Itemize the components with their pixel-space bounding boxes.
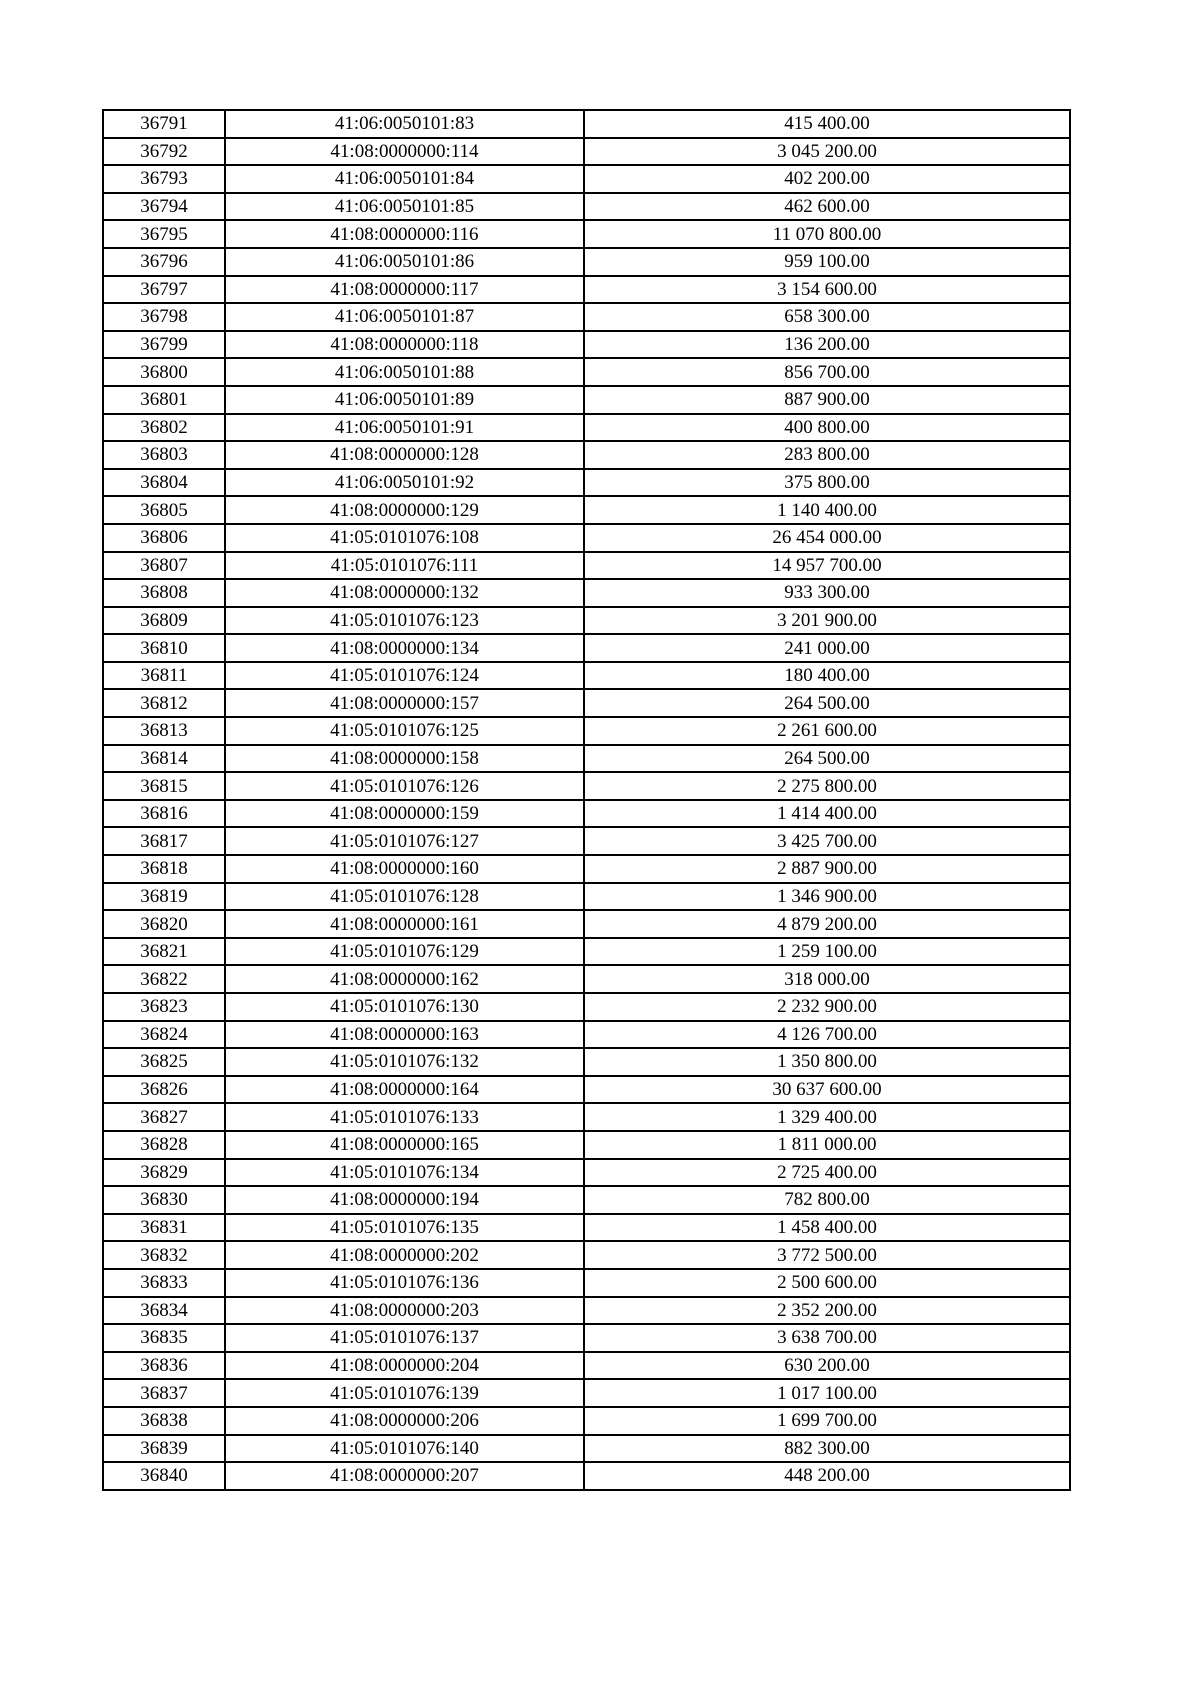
table-row: [103, 138, 1070, 166]
cadastral-number-cell: 41:06:0050101:88: [225, 358, 584, 386]
cadastral-value-cell: 264 500.00: [584, 745, 1070, 773]
table-row: [103, 220, 1070, 248]
table-row: [103, 276, 1070, 304]
row-number-cell: 36819: [103, 883, 225, 911]
table-row: [103, 1379, 1070, 1407]
cadastral-value-cell: 402 200.00: [584, 165, 1070, 193]
cadastral-number-cell: 41:05:0101076:127: [225, 827, 584, 855]
row-number-cell: 36833: [103, 1269, 225, 1297]
table-row: [103, 1103, 1070, 1131]
table-row: [103, 165, 1070, 193]
cadastral-value-cell: 241 000.00: [584, 634, 1070, 662]
row-number-cell: 36826: [103, 1076, 225, 1104]
cadastral-number-cell: 41:05:0101076:133: [225, 1103, 584, 1131]
cadastral-value-cell: 782 800.00: [584, 1186, 1070, 1214]
cadastral-value-cell: 1 017 100.00: [584, 1379, 1070, 1407]
table-row: [103, 110, 1070, 138]
cadastral-value-cell: 1 329 400.00: [584, 1103, 1070, 1131]
cadastral-value-cell: 1 350 800.00: [584, 1048, 1070, 1076]
cadastral-number-cell: 41:08:0000000:207: [225, 1462, 584, 1490]
table-row: [103, 1186, 1070, 1214]
table-row: [103, 965, 1070, 993]
cadastral-number-cell: 41:05:0101076:140: [225, 1435, 584, 1463]
row-number-cell: 36810: [103, 634, 225, 662]
cadastral-number-cell: 41:08:0000000:117: [225, 276, 584, 304]
cadastral-number-cell: 41:05:0101076:123: [225, 607, 584, 635]
table-row: [103, 827, 1070, 855]
cadastral-value-cell: 264 500.00: [584, 689, 1070, 717]
row-number-cell: 36818: [103, 855, 225, 883]
table-body: [103, 110, 1070, 1490]
cadastral-value-cell: 3 772 500.00: [584, 1241, 1070, 1269]
cadastral-number-cell: 41:05:0101076:128: [225, 883, 584, 911]
table-row: [103, 1324, 1070, 1352]
cadastral-value-cell: 2 232 900.00: [584, 993, 1070, 1021]
cadastral-value-cell: 1 259 100.00: [584, 938, 1070, 966]
row-number-cell: 36802: [103, 414, 225, 442]
cadastral-number-cell: 41:08:0000000:162: [225, 965, 584, 993]
cadastral-value-cell: 1 811 000.00: [584, 1131, 1070, 1159]
cadastral-number-cell: 41:08:0000000:132: [225, 579, 584, 607]
cadastral-number-cell: 41:06:0050101:84: [225, 165, 584, 193]
table-row: [103, 441, 1070, 469]
cadastral-number-cell: 41:08:0000000:128: [225, 441, 584, 469]
row-number-cell: 36798: [103, 303, 225, 331]
cadastral-value-cell: 11 070 800.00: [584, 220, 1070, 248]
cadastral-value-cell: 318 000.00: [584, 965, 1070, 993]
cadastral-number-cell: 41:08:0000000:194: [225, 1186, 584, 1214]
row-number-cell: 36804: [103, 469, 225, 497]
table-row: [103, 745, 1070, 773]
row-number-cell: 36815: [103, 772, 225, 800]
row-number-cell: 36816: [103, 800, 225, 828]
cadastral-value-cell: 882 300.00: [584, 1435, 1070, 1463]
table-row: [103, 1021, 1070, 1049]
table-row: [103, 579, 1070, 607]
cadastral-value-cell: 30 637 600.00: [584, 1076, 1070, 1104]
table-row: [103, 1462, 1070, 1490]
cadastral-number-cell: 41:08:0000000:202: [225, 1241, 584, 1269]
cadastral-value-cell: 2 261 600.00: [584, 717, 1070, 745]
row-number-cell: 36827: [103, 1103, 225, 1131]
table-row: [103, 1269, 1070, 1297]
table-row: [103, 1241, 1070, 1269]
cadastral-value-cell: 1 414 400.00: [584, 800, 1070, 828]
cadastral-number-cell: 41:05:0101076:108: [225, 524, 584, 552]
row-number-cell: 36796: [103, 248, 225, 276]
table-row: [103, 1435, 1070, 1463]
cadastral-value-cell: 2 275 800.00: [584, 772, 1070, 800]
cadastral-number-cell: 41:05:0101076:125: [225, 717, 584, 745]
row-number-cell: 36809: [103, 607, 225, 635]
row-number-cell: 36839: [103, 1435, 225, 1463]
cadastral-number-cell: 41:06:0050101:83: [225, 110, 584, 138]
cadastral-value-cell: 856 700.00: [584, 358, 1070, 386]
table-row: [103, 855, 1070, 883]
table-row: [103, 689, 1070, 717]
cadastral-value-cell: 180 400.00: [584, 662, 1070, 690]
cadastral-value-cell: 400 800.00: [584, 414, 1070, 442]
row-number-cell: 36801: [103, 386, 225, 414]
cadastral-number-cell: 41:05:0101076:111: [225, 552, 584, 580]
cadastral-number-cell: 41:08:0000000:114: [225, 138, 584, 166]
cadastral-number-cell: 41:06:0050101:89: [225, 386, 584, 414]
row-number-cell: 36794: [103, 193, 225, 221]
table-row: [103, 883, 1070, 911]
row-number-cell: 36823: [103, 993, 225, 1021]
cadastral-value-cell: 3 638 700.00: [584, 1324, 1070, 1352]
cadastral-value-cell: 14 957 700.00: [584, 552, 1070, 580]
cadastral-number-cell: 41:08:0000000:118: [225, 331, 584, 359]
cadastral-value-cell: 933 300.00: [584, 579, 1070, 607]
row-number-cell: 36832: [103, 1241, 225, 1269]
row-number-cell: 36791: [103, 110, 225, 138]
table-row: [103, 634, 1070, 662]
cadastral-number-cell: 41:08:0000000:165: [225, 1131, 584, 1159]
table-row: [103, 607, 1070, 635]
row-number-cell: 36822: [103, 965, 225, 993]
cadastral-value-cell: 2 887 900.00: [584, 855, 1070, 883]
cadastral-value-cell: 2 500 600.00: [584, 1269, 1070, 1297]
row-number-cell: 36806: [103, 524, 225, 552]
row-number-cell: 36803: [103, 441, 225, 469]
row-number-cell: 36825: [103, 1048, 225, 1076]
row-number-cell: 36838: [103, 1407, 225, 1435]
cadastral-number-cell: 41:08:0000000:157: [225, 689, 584, 717]
row-number-cell: 36814: [103, 745, 225, 773]
cadastral-number-cell: 41:08:0000000:206: [225, 1407, 584, 1435]
cadastral-value-cell: 3 154 600.00: [584, 276, 1070, 304]
cadastral-number-cell: 41:06:0050101:91: [225, 414, 584, 442]
table-row: [103, 303, 1070, 331]
row-number-cell: 36834: [103, 1297, 225, 1325]
cadastral-value-cell: 1 346 900.00: [584, 883, 1070, 911]
table-row: [103, 717, 1070, 745]
table-row: [103, 193, 1070, 221]
row-number-cell: 36793: [103, 165, 225, 193]
cadastral-value-cell: 630 200.00: [584, 1352, 1070, 1380]
row-number-cell: 36800: [103, 358, 225, 386]
cadastral-number-cell: 41:05:0101076:139: [225, 1379, 584, 1407]
cadastral-value-cell: 462 600.00: [584, 193, 1070, 221]
cadastral-value-table: [102, 109, 1071, 1491]
table-row: [103, 524, 1070, 552]
cadastral-number-cell: 41:06:0050101:87: [225, 303, 584, 331]
cadastral-number-cell: 41:05:0101076:136: [225, 1269, 584, 1297]
row-number-cell: 36807: [103, 552, 225, 580]
table-row: [103, 552, 1070, 580]
cadastral-value-cell: 1 699 700.00: [584, 1407, 1070, 1435]
cadastral-number-cell: 41:05:0101076:137: [225, 1324, 584, 1352]
cadastral-number-cell: 41:06:0050101:86: [225, 248, 584, 276]
cadastral-number-cell: 41:08:0000000:158: [225, 745, 584, 773]
cadastral-value-cell: 3 045 200.00: [584, 138, 1070, 166]
row-number-cell: 36795: [103, 220, 225, 248]
cadastral-value-cell: 2 352 200.00: [584, 1297, 1070, 1325]
table-row: [103, 496, 1070, 524]
row-number-cell: 36817: [103, 827, 225, 855]
row-number-cell: 36840: [103, 1462, 225, 1490]
table-row: [103, 662, 1070, 690]
row-number-cell: 36829: [103, 1159, 225, 1187]
table-row: [103, 800, 1070, 828]
cadastral-number-cell: 41:05:0101076:132: [225, 1048, 584, 1076]
row-number-cell: 36831: [103, 1214, 225, 1242]
cadastral-value-cell: 136 200.00: [584, 331, 1070, 359]
table-row: [103, 1297, 1070, 1325]
cadastral-value-cell: 887 900.00: [584, 386, 1070, 414]
table-row: [103, 248, 1070, 276]
table-row: [103, 1352, 1070, 1380]
cadastral-number-cell: 41:08:0000000:164: [225, 1076, 584, 1104]
table-row: [103, 414, 1070, 442]
cadastral-value-cell: 959 100.00: [584, 248, 1070, 276]
cadastral-number-cell: 41:05:0101076:135: [225, 1214, 584, 1242]
cadastral-value-cell: 1 140 400.00: [584, 496, 1070, 524]
table-row: [103, 772, 1070, 800]
cadastral-number-cell: 41:05:0101076:126: [225, 772, 584, 800]
cadastral-number-cell: 41:05:0101076:124: [225, 662, 584, 690]
table-row: [103, 910, 1070, 938]
cadastral-number-cell: 41:08:0000000:160: [225, 855, 584, 883]
cadastral-value-cell: 3 425 700.00: [584, 827, 1070, 855]
cadastral-value-cell: 375 800.00: [584, 469, 1070, 497]
cadastral-number-cell: 41:08:0000000:204: [225, 1352, 584, 1380]
cadastral-number-cell: 41:06:0050101:92: [225, 469, 584, 497]
cadastral-value-cell: 4 879 200.00: [584, 910, 1070, 938]
cadastral-value-cell: 283 800.00: [584, 441, 1070, 469]
row-number-cell: 36792: [103, 138, 225, 166]
cadastral-number-cell: 41:08:0000000:129: [225, 496, 584, 524]
cadastral-value-cell: 3 201 900.00: [584, 607, 1070, 635]
table-row: [103, 331, 1070, 359]
row-number-cell: 36811: [103, 662, 225, 690]
table-row: [103, 1076, 1070, 1104]
cadastral-number-cell: 41:08:0000000:203: [225, 1297, 584, 1325]
table-row: [103, 1159, 1070, 1187]
table-row: [103, 358, 1070, 386]
cadastral-value-cell: 2 725 400.00: [584, 1159, 1070, 1187]
row-number-cell: 36835: [103, 1324, 225, 1352]
table-row: [103, 1131, 1070, 1159]
table-row: [103, 1214, 1070, 1242]
row-number-cell: 36824: [103, 1021, 225, 1049]
cadastral-number-cell: 41:06:0050101:85: [225, 193, 584, 221]
cadastral-number-cell: 41:08:0000000:159: [225, 800, 584, 828]
table-row: [103, 938, 1070, 966]
row-number-cell: 36821: [103, 938, 225, 966]
table-row: [103, 386, 1070, 414]
row-number-cell: 36837: [103, 1379, 225, 1407]
cadastral-value-cell: 658 300.00: [584, 303, 1070, 331]
table-row: [103, 1407, 1070, 1435]
cadastral-number-cell: 41:08:0000000:161: [225, 910, 584, 938]
row-number-cell: 36808: [103, 579, 225, 607]
row-number-cell: 36813: [103, 717, 225, 745]
cadastral-number-cell: 41:05:0101076:129: [225, 938, 584, 966]
row-number-cell: 36805: [103, 496, 225, 524]
table-row: [103, 1048, 1070, 1076]
row-number-cell: 36830: [103, 1186, 225, 1214]
row-number-cell: 36836: [103, 1352, 225, 1380]
cadastral-value-cell: 1 458 400.00: [584, 1214, 1070, 1242]
table-row: [103, 469, 1070, 497]
table-row: [103, 993, 1070, 1021]
row-number-cell: 36797: [103, 276, 225, 304]
row-number-cell: 36828: [103, 1131, 225, 1159]
row-number-cell: 36812: [103, 689, 225, 717]
row-number-cell: 36799: [103, 331, 225, 359]
cadastral-number-cell: 41:08:0000000:134: [225, 634, 584, 662]
cadastral-value-cell: 448 200.00: [584, 1462, 1070, 1490]
cadastral-value-cell: 26 454 000.00: [584, 524, 1070, 552]
cadastral-number-cell: 41:05:0101076:130: [225, 993, 584, 1021]
cadastral-value-cell: 4 126 700.00: [584, 1021, 1070, 1049]
cadastral-value-cell: 415 400.00: [584, 110, 1070, 138]
cadastral-number-cell: 41:08:0000000:116: [225, 220, 584, 248]
cadastral-number-cell: 41:08:0000000:163: [225, 1021, 584, 1049]
row-number-cell: 36820: [103, 910, 225, 938]
cadastral-number-cell: 41:05:0101076:134: [225, 1159, 584, 1187]
